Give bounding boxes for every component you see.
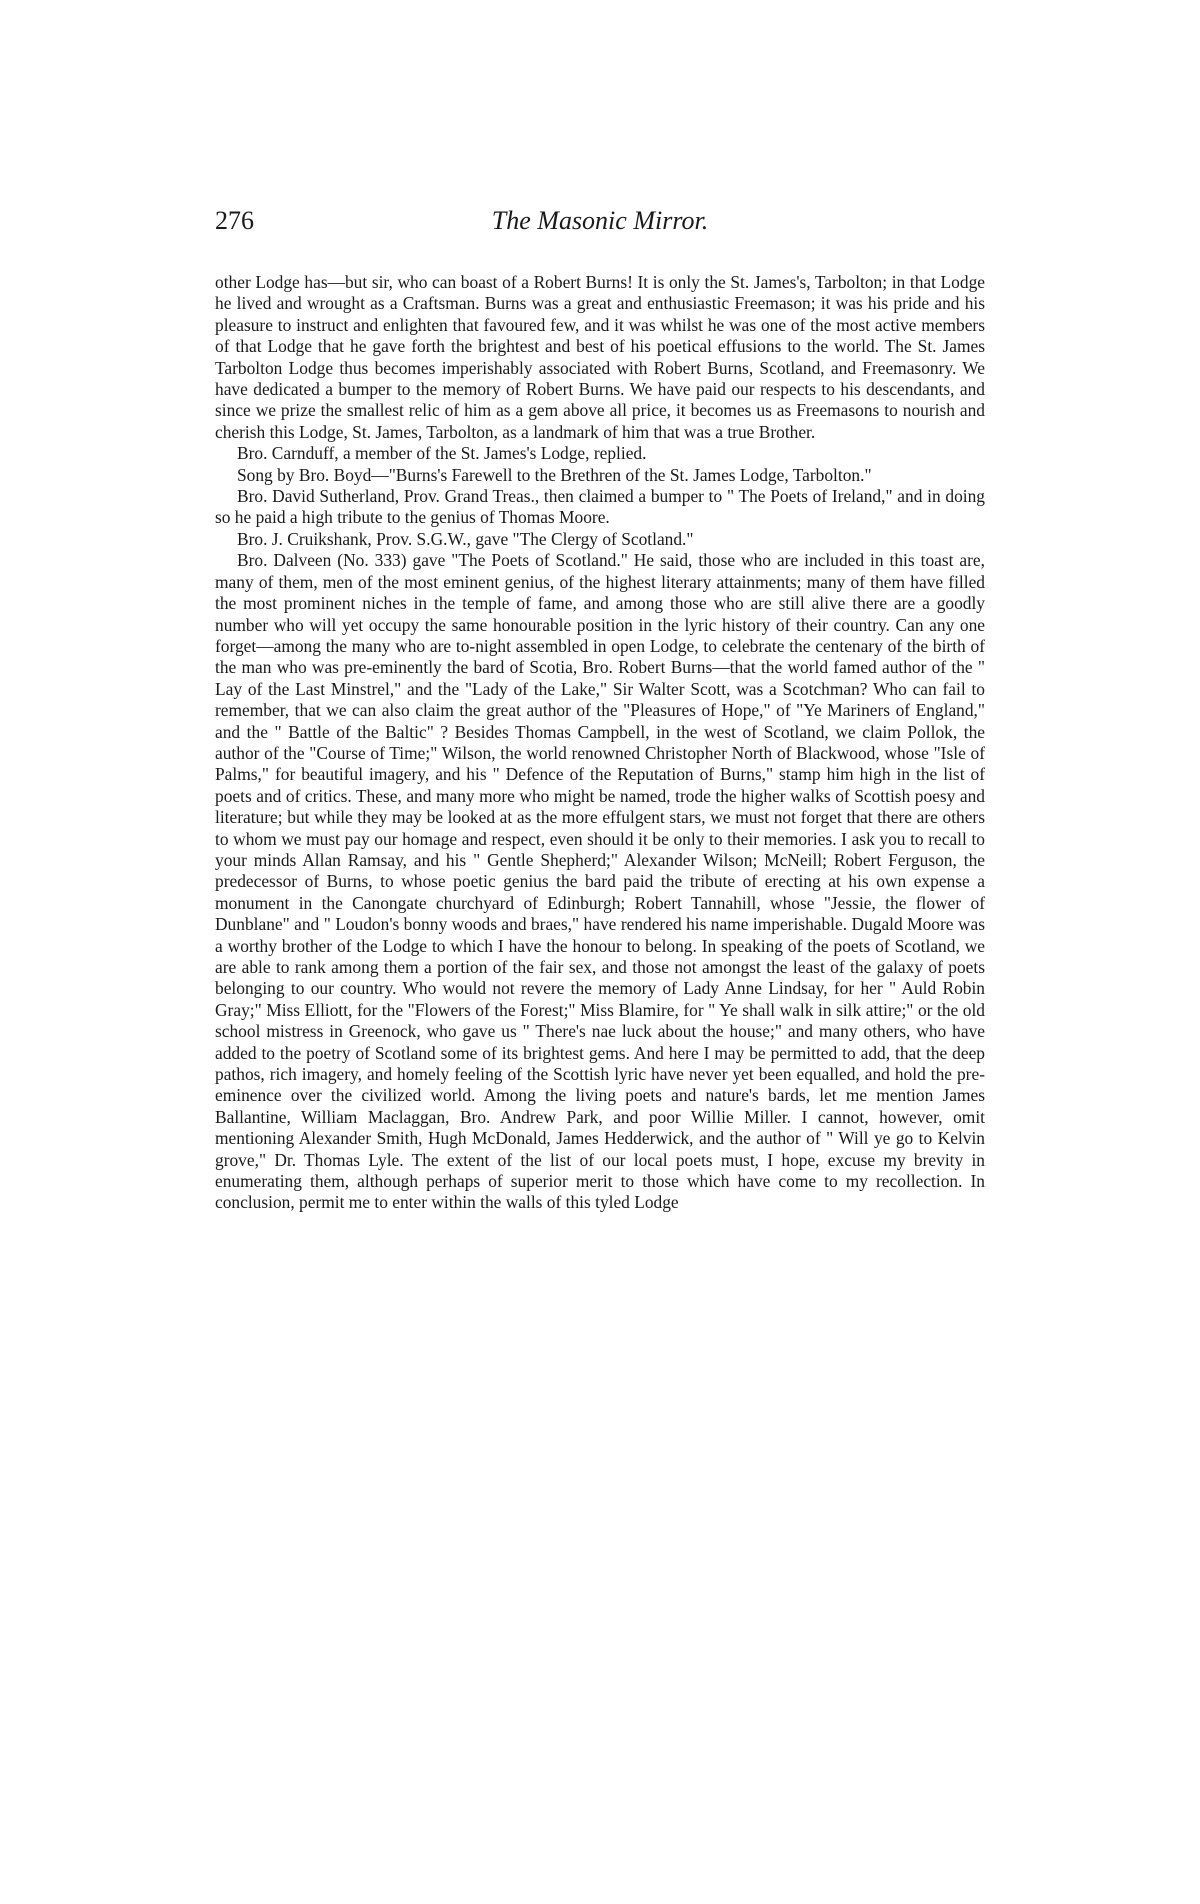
paragraph-continuation: other Lodge has—but sir, who can boast of a Robert Burns! It is only the St. James's, Tarbolton; in that Lodge he lived and wrought as a Craftsman. Burns was a great and enthusiastic Freemason; it was his pride and his pleasure to instruct and enlighten that favoured few, and it was whilst he was one of the most active members of that Lodge that he gave forth the brightest and best of his poetical effusions to the world. The St. James Tarbolton Lodge thus becomes imperishably associated with Robert Burns, Scotland, and Freemasonry. We have dedicated a bumper to the memory of Robert Burns. We have paid our respects to his descendants, and since we prize the smallest relic of him as a gem above all price, it becomes us as Freemasons to nourish and cherish this Lodge, St. James, Tarbolton, as a landmark of him that was a true Brother.	[215, 272, 985, 442]
running-title: The Masonic Mirror.	[491, 206, 709, 235]
page-header	[215, 205, 985, 245]
page-number: 276	[215, 206, 254, 235]
paragraph-carnduff-reply: Bro. Carnduff, a member of the St. James's Lodge, replied.	[237, 443, 647, 464]
paragraph-clergy-of-scotland: Bro. J. Cruikshank, Prov. S.G.W., gave "The Clergy of Scotland."	[237, 528, 694, 549]
paragraph-song-boyd: Song by Bro. Boyd—"Burns's Farewell to the Brethren of the St. James Lodge, Tarbolton."	[237, 464, 872, 485]
paragraph-poets-of-ireland: Bro. David Sutherland, Prov. Grand Treas., then claimed a bumper to " The Poets of Ireland," and in doing so he paid a high tribute to the genius of Thomas Moore.	[215, 486, 985, 528]
body-text	[215, 272, 985, 1214]
paragraph-poets-of-scotland: Bro. Dalveen (No. 333) gave "The Poets of Scotland." He said, those who are included in this toast are, many of them, men of the most eminent genius, of the highest literary attainments; many of them have filled the most prominent niches in the temple of fame, and among those who are still alive there are a goodly number who will yet occupy the same honourable position in the lyric history of their country. Can any one forget—among the many who are to-night assembled in open Lodge, to celebrate the centenary of the birth of the man who was pre-eminently the bard of Scotia, Bro. Robert Burns—that the world famed author of the " Lay of the Last Minstrel," and the "Lady of the Lake," Sir Walter Scott, was a Scotchman? Who can fail to remember, that we can also claim the great author of the "Pleasures of Hope," of "Ye Mariners of England," and the " Battle of the Baltic" ? Besides Thomas Campbell, in the west of Scotland, we claim Pollok, the author of the "Course of Time;" Wilson, the world renowned Christopher North of Blackwood, whose "Isle of Palms," for beautiful imagery, and his " Defence of the Reputation of Burns," stamp him high in the list of poets and of critics. These, and many more who might be named, trode the higher walks of Scottish poesy and literature; but while they may be looked at as the more effulgent stars, we must not forget that there are others to whom we must pay our homage and respect, even should it be only to their memories. I ask you to recall to your minds Allan Ramsay, and his " Gentle Shepherd;" Alexander Wilson; McNeill; Robert Ferguson, the predecessor of Burns, to whose poetic genius the bard paid the tribute of erecting at his own expense a monument in the Canongate churchyard of Edinburgh; Robert Tannahill, whose "Jessie, the flower of Dunblane" and " Loudon's bonny woods and braes," have rendered his name imperishable. Dugald Moore was a worthy brother of the Lodge to which I have the honour to belong. In speaking of the poets of Scotland, we are able to rank among them a portion of the fair sex, and those not amongst the least of the galaxy of poets belonging to our country. Who would not revere the memory of Lady Anne Lindsay, for her " Auld Robin Gray;" Miss Elliott, for the "Flowers of the Forest;" Miss Blamire, for " Ye shall walk in silk attire;" or the old school mistress in Greenock, who gave us " There's nae luck about the house;" and many others, who have added to the poetry of Scotland some of its brightest gems. And here I may be permitted to add, that the deep pathos, rich imagery, and homely feeling of the Scottish lyric have never yet been equalled, and hold the pre-eminence over the civilized world. Among the living poets and nature's bards, let me mention James Ballantine, William Maclaggan, Bro. Andrew Park, and poor Willie Miller. I cannot, however, omit mentioning Alexander Smith, Hugh McDonald, James Hedderwick, and the author of " Will ye go to Kelvin grove," Dr. Thomas Lyle. The extent of the list of our local poets must, I hope, excuse my brevity in enumerating them, although perhaps of superior merit to those which have come to my recollection. In conclusion, permit me to enter within the walls of this tyled Lodge	[215, 550, 985, 1213]
